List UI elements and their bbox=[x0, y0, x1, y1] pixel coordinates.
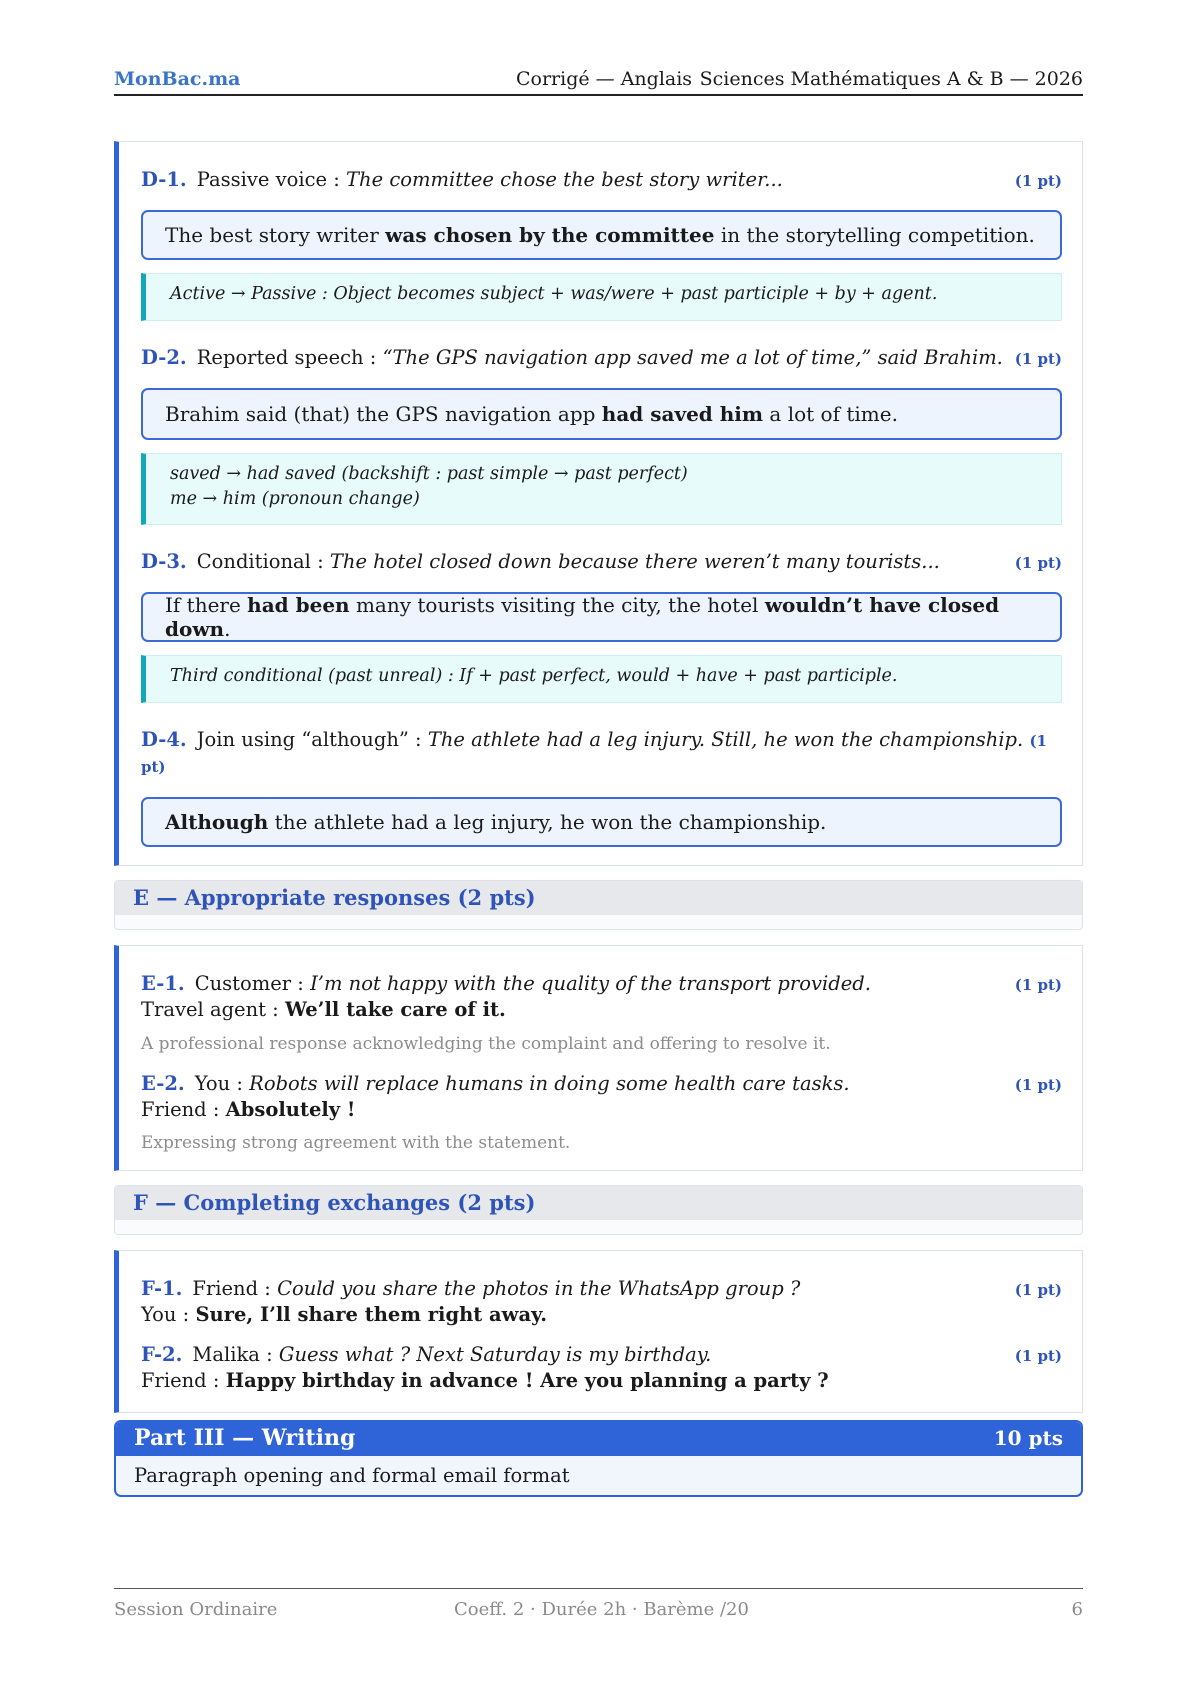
explanation-e1: A professional response acknowledging the complaint and offering to resolve it. bbox=[141, 1034, 831, 1054]
section-f-block bbox=[114, 1250, 1083, 1413]
answer-box-d4: Although the athlete had a leg injury, he won the championship. bbox=[141, 797, 1062, 847]
question-number: E-2. bbox=[141, 1072, 185, 1095]
section-e-block bbox=[114, 945, 1083, 1171]
part-title: Part III — Writing bbox=[134, 1425, 356, 1451]
answer-box-d2: Brahim said (that) the GPS navigation app had saved him a lot of time. bbox=[141, 388, 1062, 440]
points-badge: (1 pt) bbox=[1014, 1347, 1062, 1365]
question-f2: F-2. Malika : Guess what ? Next Saturday is my birthday. (1 pt) Friend : Happy birthday in advance ! Are you planning a party ? bbox=[141, 1343, 1062, 1393]
question-prompt: The hotel closed down because there weren’t many tourists... bbox=[329, 550, 940, 573]
question-number: E-1. bbox=[141, 972, 185, 995]
question-d3 bbox=[141, 549, 1062, 575]
question-number: D-4. bbox=[141, 728, 187, 751]
page-number: 6 bbox=[1071, 1599, 1083, 1620]
note-d1: Active → Passive : Object becomes subject + was/were + past participle + by + agent. bbox=[141, 273, 1062, 321]
header-subject: Corrigé — Anglais bbox=[516, 68, 693, 90]
footer-session: Session Ordinaire bbox=[114, 1599, 278, 1620]
question-e2: E-2. You : Robots will replace humans in doing some health care tasks. (1 pt) Friend : Absolutely ! bbox=[141, 1072, 1062, 1122]
question-label: Passive voice : bbox=[196, 168, 347, 191]
section-title: E — Appropriate responses (2 pts) bbox=[133, 885, 536, 910]
footer-meta: Coeff. 2 · Durée 2h · Barème /20 bbox=[454, 1599, 749, 1620]
question-label: Join using “although” : bbox=[196, 728, 428, 751]
question-label: Reported speech : bbox=[196, 346, 383, 369]
question-prompt: “The GPS navigation app saved me a lot of time,” said Brahim. bbox=[382, 346, 1003, 369]
section-e-header bbox=[114, 880, 1083, 930]
answer-box-d1: The best story writer was chosen by the committee in the storytelling competition. bbox=[141, 210, 1062, 260]
part-three-header bbox=[116, 1422, 1081, 1456]
question-d1 bbox=[141, 167, 1062, 193]
points-badge: (1 pt) bbox=[1014, 350, 1062, 368]
points-badge: (1 pt) bbox=[1014, 976, 1062, 994]
question-d2 bbox=[141, 345, 1062, 371]
header-track: Sciences Mathématiques A & B — 2026 bbox=[699, 68, 1083, 90]
question-number: D-1. bbox=[141, 168, 187, 191]
section-d-block bbox=[114, 141, 1083, 866]
question-number: D-2. bbox=[141, 346, 187, 369]
question-d4 bbox=[141, 727, 1062, 780]
section-title: F — Completing exchanges (2 pts) bbox=[133, 1190, 536, 1215]
question-f1: F-1. Friend : Could you share the photos in the WhatsApp group ? (1 pt) You : Sure, I’ll share them right away. bbox=[141, 1277, 1062, 1327]
explanation-e2: Expressing strong agreement with the statement. bbox=[141, 1133, 571, 1153]
question-number: F-1. bbox=[141, 1277, 183, 1300]
part-subtitle: Paragraph opening and formal email format bbox=[134, 1464, 570, 1487]
section-f-header bbox=[114, 1185, 1083, 1235]
page-footer bbox=[114, 1588, 1083, 1629]
points-badge: (1 pt) bbox=[1014, 554, 1062, 572]
question-label: Conditional : bbox=[196, 550, 330, 573]
answer-box-d3: If there had been many tourists visiting the city, the hotel wouldn’t have closed down. bbox=[141, 592, 1062, 642]
question-prompt: The committee chose the best story writer... bbox=[346, 168, 783, 191]
question-e1: E-1. Customer : I’m not happy with the quality of the transport provided. (1 pt) Travel agent : We’ll take care of it. bbox=[141, 972, 1062, 1022]
note-d2: saved → had saved (backshift : past simple → past perfect) me → him (pronoun change) bbox=[141, 453, 1062, 525]
brand-link[interactable]: MonBac.ma bbox=[114, 68, 241, 90]
part-three-card bbox=[114, 1420, 1083, 1497]
question-number: F-2. bbox=[141, 1343, 183, 1366]
points-badge: (1 pt) bbox=[141, 732, 1047, 777]
question-number: D-3. bbox=[141, 550, 187, 573]
page-header bbox=[114, 64, 1083, 96]
question-prompt: The athlete had a leg injury. Still, he won the championship. bbox=[427, 728, 1024, 751]
part-points: 10 pts bbox=[993, 1426, 1063, 1450]
points-badge: (1 pt) bbox=[1014, 1076, 1062, 1094]
note-d3: Third conditional (past unreal) : If + past perfect, would + have + past participle. bbox=[141, 655, 1062, 703]
points-badge: (1 pt) bbox=[1014, 1281, 1062, 1299]
points-badge: (1 pt) bbox=[1014, 172, 1062, 190]
